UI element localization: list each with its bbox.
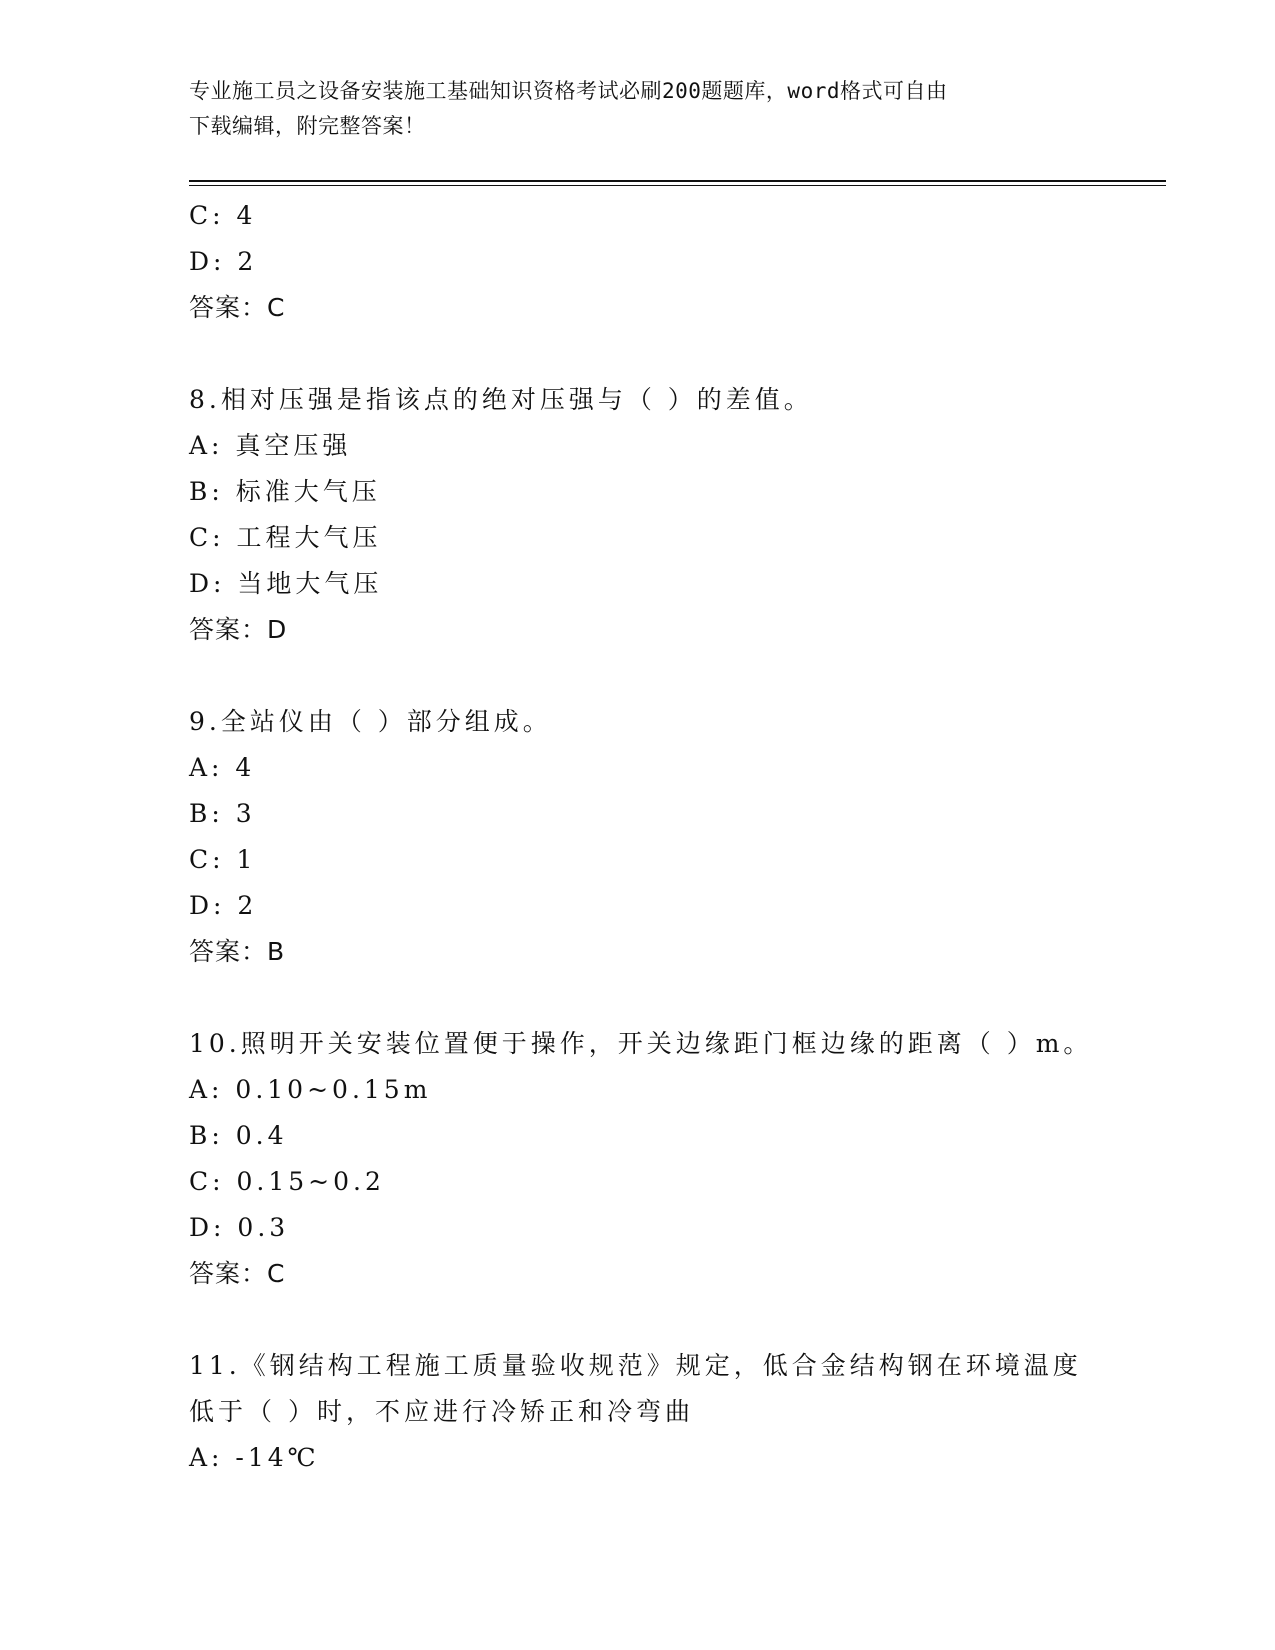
option-c: C: 0.15~0.2 — [189, 1167, 385, 1196]
document-header — [189, 74, 1089, 144]
option-c: C: 1 — [189, 845, 257, 874]
question-10 — [189, 1021, 1093, 1297]
option-a: A: 真空压强 — [189, 431, 352, 460]
option-d: D: 2 — [189, 891, 258, 920]
question-stem: 8.相对压强是指该点的绝对压强与（ ）的差值。 — [189, 385, 813, 414]
header-line-1: 专业施工员之设备安装施工基础知识资格考试必刷200题题库，word格式可自由 — [189, 79, 948, 103]
option-a: A: -14℃ — [189, 1443, 320, 1472]
option-d: D: 2 — [189, 247, 258, 276]
question-11 — [189, 1343, 1089, 1481]
question-stem-line-2: 低于（ ）时，不应进行冷矫正和冷弯曲 — [189, 1397, 694, 1426]
question-9 — [189, 699, 1089, 975]
option-d: D: 当地大气压 — [189, 569, 383, 598]
spacer — [189, 1297, 1089, 1343]
spacer — [189, 653, 1089, 699]
spacer — [189, 975, 1089, 1021]
question-7-tail — [189, 193, 1089, 331]
header-rule-thin — [189, 185, 1166, 186]
header-line-2: 下载编辑，附完整答案！ — [189, 114, 426, 138]
option-a: A: 4 — [189, 753, 256, 782]
option-c: C: 4 — [189, 201, 257, 230]
option-c: C: 工程大气压 — [189, 523, 382, 552]
answer-line: 答案：C — [189, 293, 286, 322]
spacer — [189, 331, 1089, 377]
header-rule-thick — [189, 180, 1166, 182]
option-d: D: 0.3 — [189, 1213, 290, 1242]
question-stem: 9.全站仪由（ ）部分组成。 — [189, 707, 552, 736]
option-b: B: 0.4 — [189, 1121, 288, 1150]
question-stem-line-1: 11.《钢结构工程施工质量验收规范》规定，低合金结构钢在环境温度 — [189, 1351, 1082, 1380]
option-a: A: 0.10~0.15m — [189, 1075, 432, 1104]
question-stem: 10.照明开关安装位置便于操作，开关边缘距门框边缘的距离（ ）m。 — [189, 1029, 1093, 1058]
question-list — [189, 193, 1093, 1481]
question-8 — [189, 377, 1089, 653]
option-b: B: 3 — [189, 799, 256, 828]
answer-line: 答案：D — [189, 615, 288, 644]
option-b: B: 标准大气压 — [189, 477, 381, 506]
answer-line: 答案：C — [189, 1259, 286, 1288]
answer-line: 答案：B — [189, 937, 286, 966]
